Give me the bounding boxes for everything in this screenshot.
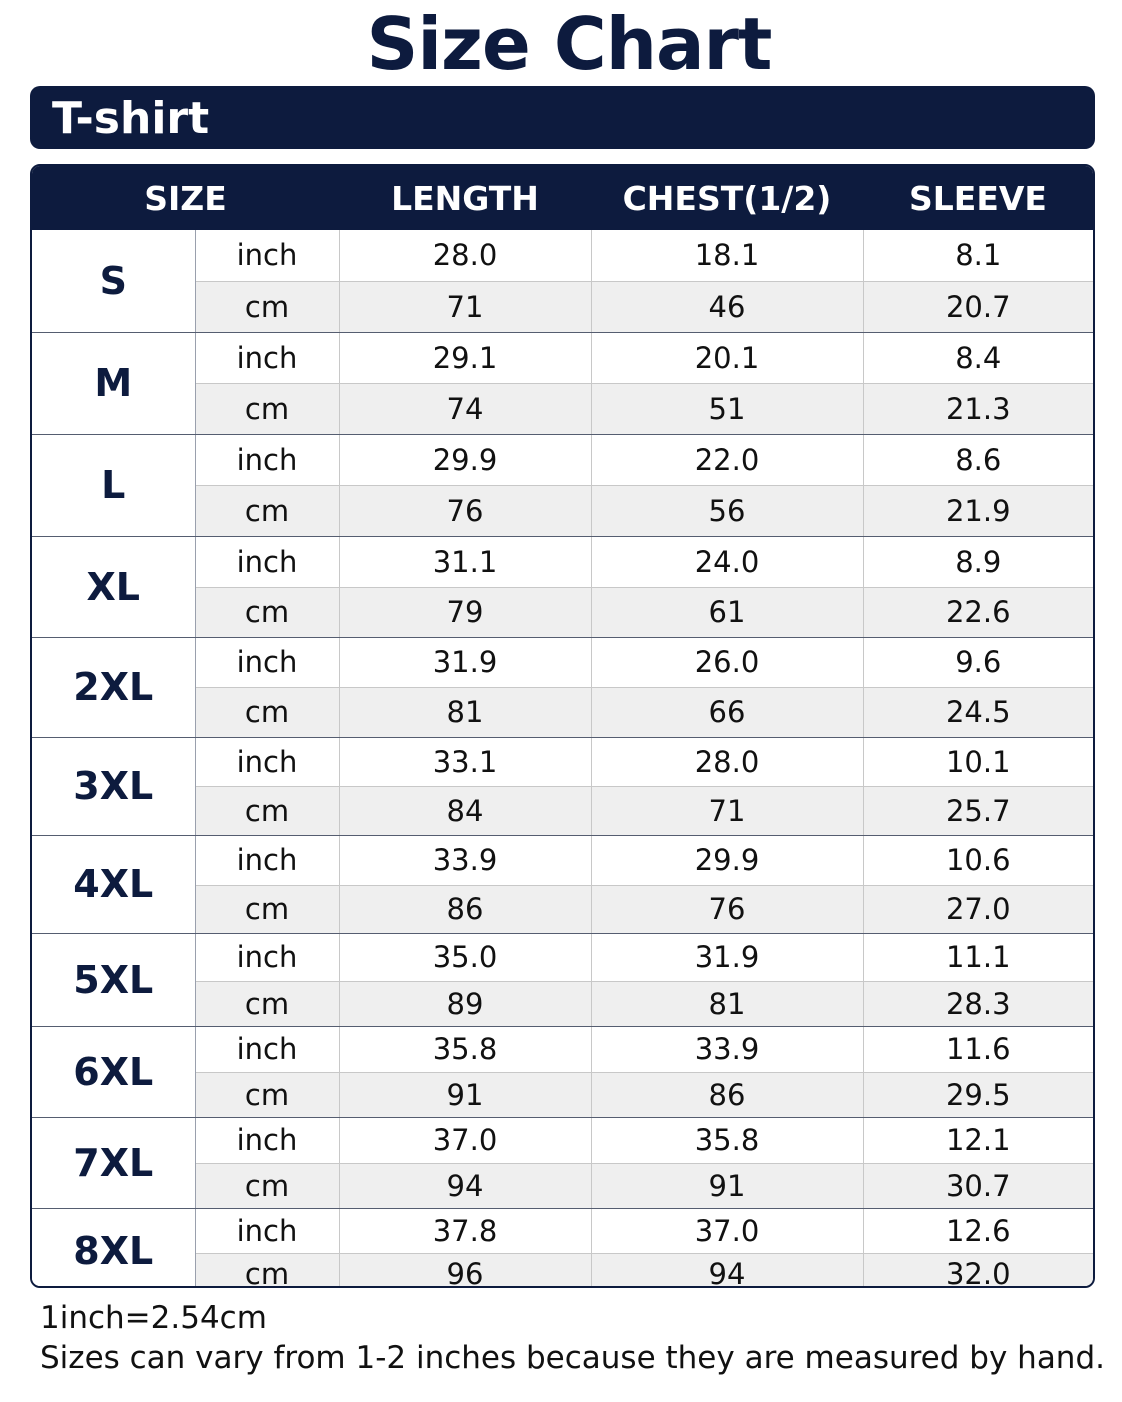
unit-label: inch xyxy=(195,536,339,587)
chest-value: 56 xyxy=(591,485,863,536)
unit-label: inch xyxy=(195,933,339,981)
unit-label: inch xyxy=(195,230,339,281)
unit-label: cm xyxy=(195,687,339,737)
chest-value: 37.0 xyxy=(591,1208,863,1253)
unit-label: inch xyxy=(195,1117,339,1163)
unit-label: cm xyxy=(195,786,339,835)
length-value: 86 xyxy=(339,885,591,933)
length-value: 79 xyxy=(339,587,591,637)
product-header xyxy=(30,86,1095,149)
table-row xyxy=(32,230,1093,281)
length-value: 33.9 xyxy=(339,835,591,885)
length-value: 91 xyxy=(339,1072,591,1117)
header-length: LENGTH xyxy=(339,166,591,230)
size-label: 2XL xyxy=(32,637,195,737)
sleeve-value: 29.5 xyxy=(863,1072,1093,1117)
unit-label: cm xyxy=(195,1253,339,1288)
length-value: 31.9 xyxy=(339,637,591,687)
chest-value: 31.9 xyxy=(591,933,863,981)
length-value: 94 xyxy=(339,1163,591,1208)
table-row xyxy=(32,1117,1093,1163)
header-chest: CHEST(1/2) xyxy=(591,166,863,230)
sleeve-value: 28.3 xyxy=(863,981,1093,1026)
sleeve-value: 12.6 xyxy=(863,1208,1093,1253)
unit-label: inch xyxy=(195,1208,339,1253)
size-label: 6XL xyxy=(32,1026,195,1117)
sleeve-value: 8.9 xyxy=(863,536,1093,587)
conversion-note: 1inch=2.54cm xyxy=(40,1300,267,1336)
table-row xyxy=(32,1208,1093,1253)
chest-value: 81 xyxy=(591,981,863,1026)
chest-value: 76 xyxy=(591,885,863,933)
unit-label: cm xyxy=(195,587,339,637)
chest-value: 35.8 xyxy=(591,1117,863,1163)
sleeve-value: 8.4 xyxy=(863,332,1093,383)
chest-value: 71 xyxy=(591,786,863,835)
length-value: 84 xyxy=(339,786,591,835)
unit-label: cm xyxy=(195,981,339,1026)
length-value: 31.1 xyxy=(339,536,591,587)
header-size: SIZE xyxy=(32,166,339,230)
sleeve-value: 24.5 xyxy=(863,687,1093,737)
unit-label: cm xyxy=(195,485,339,536)
size-label: 8XL xyxy=(32,1208,195,1288)
sleeve-value: 12.1 xyxy=(863,1117,1093,1163)
unit-label: cm xyxy=(195,281,339,332)
table-row xyxy=(32,332,1093,383)
unit-label: inch xyxy=(195,637,339,687)
size-label: XL xyxy=(32,536,195,637)
unit-label: inch xyxy=(195,434,339,485)
header-sleeve: SLEEVE xyxy=(863,166,1093,230)
length-value: 89 xyxy=(339,981,591,1026)
sleeve-value: 27.0 xyxy=(863,885,1093,933)
table-body xyxy=(32,230,1093,1288)
unit-label: inch xyxy=(195,1026,339,1072)
sleeve-value: 30.7 xyxy=(863,1163,1093,1208)
size-label: 5XL xyxy=(32,933,195,1026)
table-row xyxy=(32,835,1093,885)
unit-label: cm xyxy=(195,1072,339,1117)
footnotes xyxy=(40,1298,1115,1378)
unit-label: inch xyxy=(195,737,339,786)
table-row xyxy=(32,536,1093,587)
product-name: T-shirt xyxy=(52,93,210,144)
length-value: 76 xyxy=(339,485,591,536)
page-title: Size Chart xyxy=(366,2,772,86)
chest-value: 46 xyxy=(591,281,863,332)
sleeve-value: 10.1 xyxy=(863,737,1093,786)
chest-value: 61 xyxy=(591,587,863,637)
table-row xyxy=(32,737,1093,786)
disclaimer-note: Sizes can vary from 1-2 inches because they are measured by hand. xyxy=(40,1340,1105,1376)
sleeve-value: 25.7 xyxy=(863,786,1093,835)
chest-value: 86 xyxy=(591,1072,863,1117)
chest-value: 29.9 xyxy=(591,835,863,885)
length-value: 96 xyxy=(339,1253,591,1288)
table-row xyxy=(32,1026,1093,1072)
unit-label: cm xyxy=(195,383,339,434)
chest-value: 22.0 xyxy=(591,434,863,485)
length-value: 33.1 xyxy=(339,737,591,786)
sleeve-value: 21.9 xyxy=(863,485,1093,536)
length-value: 74 xyxy=(339,383,591,434)
length-value: 35.8 xyxy=(339,1026,591,1072)
chest-value: 94 xyxy=(591,1253,863,1288)
size-label: 3XL xyxy=(32,737,195,835)
table-row xyxy=(32,933,1093,981)
length-value: 81 xyxy=(339,687,591,737)
unit-label: inch xyxy=(195,835,339,885)
unit-label: cm xyxy=(195,1163,339,1208)
table-row xyxy=(32,637,1093,687)
sleeve-value: 21.3 xyxy=(863,383,1093,434)
sleeve-value: 10.6 xyxy=(863,835,1093,885)
length-value: 29.1 xyxy=(339,332,591,383)
size-label: L xyxy=(32,434,195,536)
chest-value: 51 xyxy=(591,383,863,434)
length-value: 71 xyxy=(339,281,591,332)
unit-label: cm xyxy=(195,885,339,933)
sleeve-value: 22.6 xyxy=(863,587,1093,637)
sleeve-value: 11.1 xyxy=(863,933,1093,981)
chest-value: 66 xyxy=(591,687,863,737)
chest-value: 33.9 xyxy=(591,1026,863,1072)
table-header-row xyxy=(32,166,1093,230)
sleeve-value: 8.1 xyxy=(863,230,1093,281)
sleeve-value: 20.7 xyxy=(863,281,1093,332)
sleeve-value: 8.6 xyxy=(863,434,1093,485)
chest-value: 28.0 xyxy=(591,737,863,786)
size-label: M xyxy=(32,332,195,434)
chest-value: 26.0 xyxy=(591,637,863,687)
length-value: 37.8 xyxy=(339,1208,591,1253)
length-value: 28.0 xyxy=(339,230,591,281)
length-value: 37.0 xyxy=(339,1117,591,1163)
size-label: 7XL xyxy=(32,1117,195,1208)
chest-value: 20.1 xyxy=(591,332,863,383)
chest-value: 24.0 xyxy=(591,536,863,587)
length-value: 35.0 xyxy=(339,933,591,981)
chest-value: 91 xyxy=(591,1163,863,1208)
size-table xyxy=(32,166,1093,1288)
chest-value: 18.1 xyxy=(591,230,863,281)
size-label: S xyxy=(32,230,195,332)
size-table-container xyxy=(30,164,1095,1288)
sleeve-value: 9.6 xyxy=(863,637,1093,687)
unit-label: inch xyxy=(195,332,339,383)
size-label: 4XL xyxy=(32,835,195,933)
length-value: 29.9 xyxy=(339,434,591,485)
table-row xyxy=(32,434,1093,485)
sleeve-value: 32.0 xyxy=(863,1253,1093,1288)
sleeve-value: 11.6 xyxy=(863,1026,1093,1072)
